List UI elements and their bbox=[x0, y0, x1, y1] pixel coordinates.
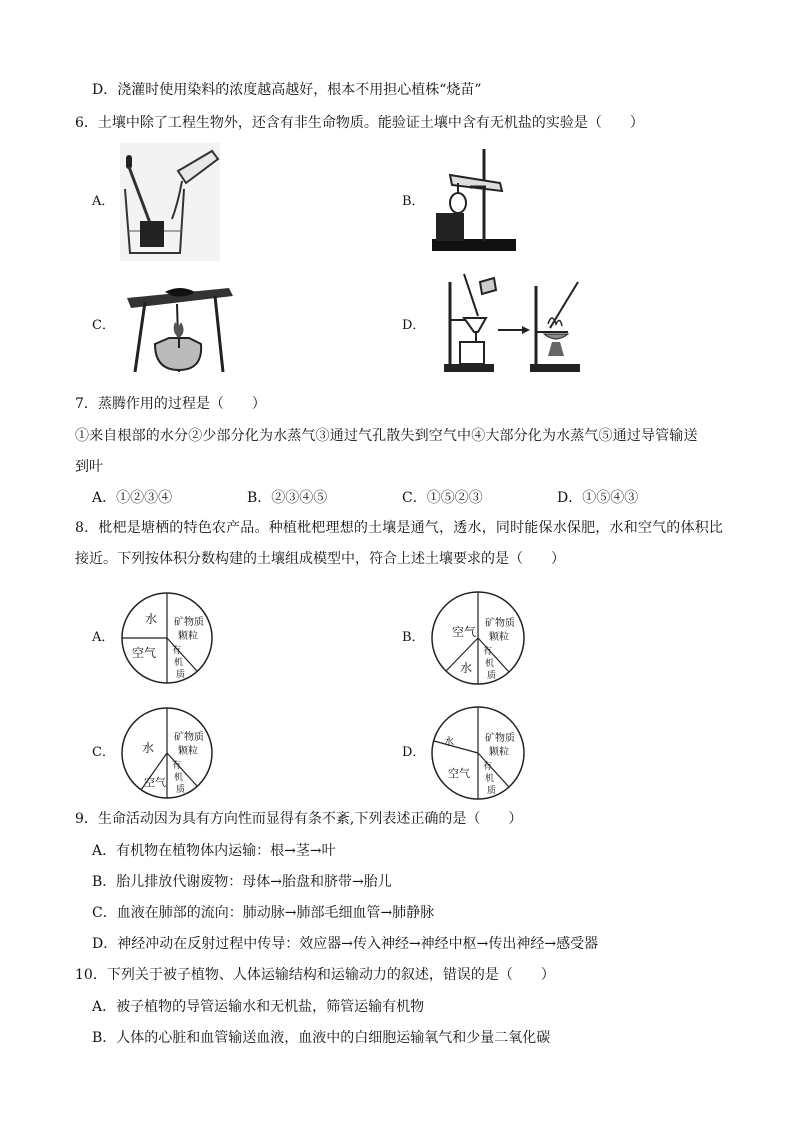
pie-d-organic-2: 机 bbox=[485, 774, 495, 784]
pie-b-air: 空气 bbox=[452, 625, 477, 639]
q8-label-d: D． bbox=[402, 745, 426, 760]
q10-option-b: B．人体的心脏和血管输送血液，血液中的白细胞运输氧气和少量二氧化碳 bbox=[92, 1030, 551, 1046]
pie-a-air: 空气 bbox=[132, 646, 157, 660]
q6-label-d: D． bbox=[402, 318, 426, 333]
pie-b-mineral-1: 矿物质 bbox=[485, 618, 515, 629]
pie-d-organic-1: 有 bbox=[483, 762, 493, 772]
q8-stem-line1: 8．枇杷是塘栖的特色农产品。种植枇杷理想的土壤是通气，透水，同时能保水保肥，水和空气的体积比 bbox=[75, 520, 724, 536]
pie-c-organic-1: 有 bbox=[172, 761, 182, 771]
pie-b-organic-2: 机 bbox=[485, 659, 495, 669]
q8-label-c: C． bbox=[92, 745, 115, 760]
q9-option-b: B．胎儿排放代谢废物：母体→胎盘和脐带→胎儿 bbox=[92, 874, 392, 890]
q7-body-line2: 到叶 bbox=[75, 459, 103, 475]
q7-option-a: A．①②③④ bbox=[92, 490, 173, 506]
q6-stem: 6．土壤中除了工程生物外，还含有非生命物质。能验证土壤中含有无机盐的实验是（ ） bbox=[75, 115, 644, 131]
pie-d-organic-3: 质 bbox=[487, 786, 497, 796]
pie-c-water: 水 bbox=[142, 741, 155, 755]
pie-d-air: 空气 bbox=[448, 767, 470, 780]
q7-option-b: B．②③④⑤ bbox=[247, 490, 328, 506]
pie-c-air: 空气 bbox=[144, 776, 166, 789]
q7-option-c: C．①⑤②③ bbox=[402, 490, 483, 506]
q8-stem-line2: 接近。下列按体积分数构建的土壤组成模型中，符合上述土壤要求的是（ ） bbox=[75, 551, 565, 567]
q9-option-a: A．有机物在植物体内运输：根→茎→叶 bbox=[92, 843, 336, 859]
pie-d-water: 水 bbox=[444, 737, 454, 748]
pie-c-organic-2: 机 bbox=[174, 773, 184, 783]
q9-option-c: C．血液在肺部的流向：肺动脉→肺部毛细血管→肺静脉 bbox=[92, 905, 435, 921]
q10-option-a: A．被子植物的导管运输水和无机盐，筛管运输有机物 bbox=[92, 999, 425, 1015]
pie-b-water: 水 bbox=[460, 661, 473, 675]
pie-b-organic-1: 有 bbox=[483, 647, 493, 657]
q8-label-a: A． bbox=[92, 630, 115, 645]
pie-a-organic-3: 质 bbox=[176, 670, 186, 680]
filtration-evaporation-icon bbox=[438, 272, 588, 374]
pie-a-organic-2: 机 bbox=[174, 658, 184, 668]
evaporating-dish-tripod-burner-icon bbox=[125, 282, 235, 374]
q6-label-a: A． bbox=[92, 194, 115, 209]
pie-a-organic-1: 有 bbox=[172, 646, 182, 656]
q6-label-b: B． bbox=[402, 194, 425, 209]
soil-model-pie-b bbox=[430, 590, 526, 686]
q5-option-d: D．浇灌时使用染料的浓度越高越好，根本不用担心植株“烧苗” bbox=[92, 82, 482, 98]
soil-model-pie-a bbox=[120, 591, 214, 685]
pie-a-mineral-2: 颗粒 bbox=[178, 631, 198, 642]
q6-label-c: C． bbox=[92, 318, 115, 333]
pie-c-mineral-2: 颗粒 bbox=[178, 746, 198, 757]
pie-a-mineral-1: 矿物质 bbox=[174, 617, 204, 628]
pie-d-mineral-2: 颗粒 bbox=[489, 747, 509, 758]
soil-model-pie-c bbox=[120, 706, 214, 800]
q7-stem: 7．蒸腾作用的过程是（ ） bbox=[75, 396, 266, 412]
pie-a-water: 水 bbox=[145, 612, 158, 626]
q9-stem: 9．生命活动因为具有方向性而显得有条不紊,下列表述正确的是（ ） bbox=[75, 811, 523, 827]
q8-label-b: B． bbox=[402, 630, 425, 645]
pie-d-mineral-1: 矿物质 bbox=[485, 733, 515, 744]
pie-b-mineral-2: 颗粒 bbox=[489, 632, 509, 643]
q7-option-d: D．①⑤④③ bbox=[557, 490, 639, 506]
test-tube-heating-stand-icon bbox=[430, 145, 520, 255]
q7-body-line1: ①来自根部的水分②少部分化为水蒸气③通过气孔散失到空气中④大部分化为水蒸气⑤通过导管输送 bbox=[75, 428, 698, 444]
pie-c-organic-3: 质 bbox=[176, 785, 186, 795]
beaker-dropper-test-tube-icon bbox=[120, 143, 220, 261]
soil-model-pie-d bbox=[430, 705, 526, 801]
q10-stem: 10．下列关于被子植物、人体运输结构和运输动力的叙述，错误的是（ ） bbox=[75, 967, 555, 983]
pie-b-organic-3: 质 bbox=[487, 671, 497, 681]
pie-c-mineral-1: 矿物质 bbox=[174, 732, 204, 743]
q9-option-d: D．神经冲动在反射过程中传导：效应器→传入神经→神经中枢→传出神经→感受器 bbox=[92, 936, 599, 952]
